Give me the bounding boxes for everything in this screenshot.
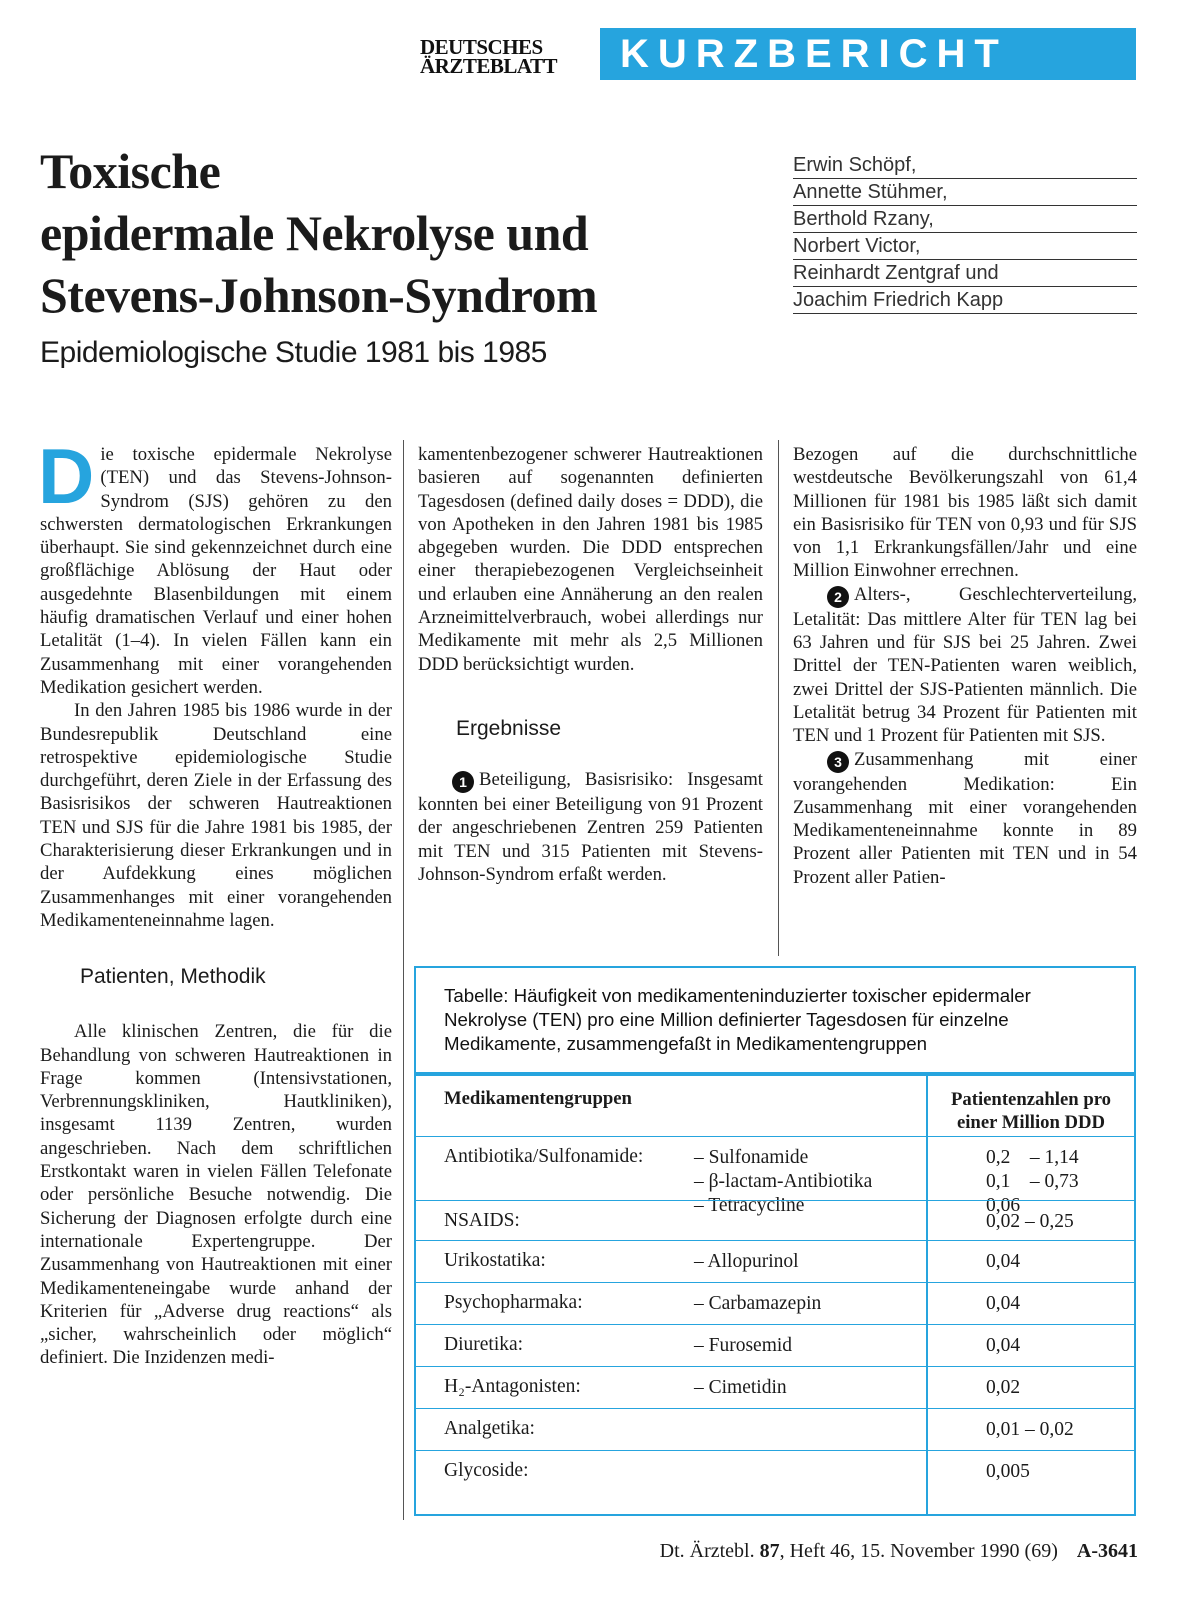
title-line: Toxische: [40, 143, 221, 199]
title-line: epidermale Nekrolyse und: [40, 205, 589, 261]
drug-name: – Carbamazepin: [694, 1293, 822, 1314]
drug-name: – Tetracycline: [694, 1195, 805, 1216]
paragraph: [38, 432, 392, 699]
table-cell-drugs: [694, 1250, 799, 1274]
table-cell-drugs: [694, 1376, 787, 1400]
incidence-value: 0,06: [986, 1195, 1021, 1216]
table-row: [416, 1324, 1134, 1367]
title-line: Stevens-Johnson-Syndrom: [40, 267, 598, 323]
article-title: [40, 140, 770, 326]
paragraph: [793, 748, 1137, 889]
footer-page-number: A-3641: [1076, 1540, 1138, 1562]
table-row: [416, 1450, 1134, 1491]
table-caption: Tabelle: Häufigkeit von medikamenteninduzierter toxischer epidermaler Nekrolyse (TEN) pro eine Million definierter Tagesdosen für einzelne Medikamente, zusammengefaßt in Medikamentengruppen: [444, 985, 1031, 1054]
drug-name: – β-lactam-Antibiotika: [694, 1171, 873, 1192]
table-cell-group: Psychopharmaka:: [444, 1292, 583, 1313]
author: Berthold Rzany,: [793, 206, 1137, 233]
logo-line-1: DEUTSCHES: [420, 35, 543, 59]
table-header-values: Patientenzahlen pro einer Million DDD: [950, 1089, 1112, 1133]
drug-name: – Allopurinol: [694, 1251, 799, 1272]
table-cell-drugs: [694, 1292, 821, 1316]
paragraph-text: ie toxische epidermale Nekrolyse (TEN) und das Stevens-Johnson-Syndrom (SJS) gehören zu den schwersten dermatologischen Erkrankungen überhaupt. Sie sind gekennzeichnet durch eine großflächige Ablösung der Haut oder ausgedehnte Blasenbildungen mit einem häufig dramatischen Verlauf und einer hohen Letalität (1–4). In vielen Fällen kann ein Zusammenhang mit einer vorangehenden Medikation gesichert werden.: [40, 444, 392, 698]
table-cell-values: [986, 1418, 1074, 1442]
incidence-value: 0,04: [986, 1293, 1021, 1314]
incidence-value: 0,04: [986, 1251, 1021, 1272]
paragraph: Alle klinischen Zentren, die für die Behandlung von schweren Hautreaktionen in Frage kommen (Intensivstationen, Verbrennungskliniken, Hautkliniken), insgesamt 1139 Zentren, wurden angeschrieben. Nach dem schriftlichen Erstkontakt waren in vielen Fällen Telefonate oder persönliche Besuche notwendig. Die Sicherung der Diagnosen erfolgte durch eine internationale Expertengruppe. Der Zusammenhang von Hautreaktionen mit einer Medikamenteneingabe wurde anhand der Kriterien für „Adverse drug reactions“ als „sicher, wahrscheinlich oder möglich“ definiert. Die Inzidenzen medi-: [40, 1021, 392, 1369]
drop-cap: D: [38, 432, 95, 520]
table-cell-values: [986, 1334, 1020, 1358]
paragraph-text: Alters-, Geschlechterverteilung, Letalität: Das mittlere Alter für TEN lag bei 63 Jahren und für SJS bei 25 Jahren. Zwei Drittel der TEN-Patienten waren weiblich, zwei Drittel der SJS-Patienten männlich. Die Letalität betrug 34 Prozent für Patienten mit TEN und 1 Prozent für Patienten mit SJS.: [793, 583, 1137, 747]
table-header-groups: Medikamentengruppen: [444, 1088, 632, 1109]
drug-name: – Furosemid: [694, 1335, 793, 1356]
paragraph: [793, 583, 1137, 748]
incidence-value: 0,2 – 1,14: [986, 1147, 1079, 1168]
drug-name: – Cimetidin: [694, 1377, 787, 1398]
author: Norbert Victor,: [793, 233, 1137, 260]
body-column-3: [793, 443, 1137, 889]
footer-journal: Dt. Ärztebl.: [659, 1540, 755, 1562]
table-cell-values: [986, 1210, 1074, 1234]
table-caption-divider: [416, 1072, 1134, 1076]
journal-logo: [420, 35, 590, 78]
table-cell-group: Glycoside:: [444, 1460, 529, 1481]
paragraph-text: Zusammenhang mit einer vorangehenden Medikation: Ein Zusammenhang mit einer vorangehenden Medikamenteneinnahme konnte in 89 Prozent aller Patienten mit TEN und in 54 Prozent aller Patien-: [793, 748, 1137, 888]
footer-volume: 87: [759, 1540, 780, 1562]
table-row: [416, 1240, 1134, 1283]
paragraph-text: Beteiligung, Basisrisiko: Insgesamt konnten bei einer Beteiligung von 91 Prozent der angeschriebenen Zentren 259 Patienten mit TEN und 315 Patienten mit Stevens-Johnson-Syndrom erfaßt werden.: [418, 768, 763, 885]
body-column-2: [418, 443, 763, 886]
table-row: [416, 1282, 1134, 1325]
footer-issue: , Heft 46, 15. November 1990 (69): [779, 1540, 1058, 1562]
table-cell-group: Analgetika:: [444, 1418, 535, 1439]
table-cell-group: H₂-Antagonisten:: [444, 1376, 581, 1397]
table-row: [416, 1366, 1134, 1409]
section-heading-results: Ergebnisse: [456, 716, 562, 740]
number-badge: 1: [452, 771, 474, 793]
table-cell-group: Diuretika:: [444, 1334, 524, 1355]
data-table: [414, 966, 1136, 1516]
paragraph: [418, 768, 763, 886]
incidence-value: 0,02 – 0,25: [986, 1211, 1074, 1232]
paragraph: In den Jahren 1985 bis 1986 wurde in der Bundesrepublik Deutschland eine retrospektive epidemiologische Studie durchgeführt, deren Ziele in der Erfassung des Basisrisikos der schweren Hautreaktionen TEN und SJS für die Jahre 1981 bis 1985, der Charakterisierung dieser Erkrankungen und in der Aufdekkung eines möglichen Zusammenhanges mit einer vorangehenden Medikamenteneinnahme lagen.: [40, 700, 392, 931]
table-cell-group: Urikostatika:: [444, 1250, 546, 1271]
table-cell-values: [986, 1250, 1020, 1274]
section-heading-methods: Patienten, Methodik: [80, 965, 266, 989]
section-label: KURZBERICHT: [620, 32, 1008, 76]
table-row: [416, 1200, 1134, 1241]
table-cell-group: Antibiotika/Sulfonamide:: [444, 1146, 644, 1167]
author: Erwin Schöpf,: [793, 152, 1137, 179]
author: Joachim Friedrich Kapp: [793, 287, 1137, 314]
body-column-1: [38, 432, 392, 1370]
column-rule: [403, 440, 404, 1520]
table-row: [416, 1408, 1134, 1451]
author: Annette Stühmer,: [793, 179, 1137, 206]
table-cell-group: NSAIDS:: [444, 1210, 520, 1231]
incidence-value: 0,02: [986, 1377, 1021, 1398]
column-rule: [778, 440, 779, 956]
logo-line-2: ÄRZTEBLATT: [420, 54, 557, 78]
table-cell-values: [986, 1460, 1030, 1484]
table-cell-values: [986, 1292, 1020, 1316]
article-subtitle: Epidemiologische Studie 1981 bis 1985: [40, 336, 547, 369]
incidence-value: 0,04: [986, 1335, 1021, 1356]
table-row: [416, 1136, 1134, 1216]
table-cell-drugs: [694, 1334, 792, 1358]
incidence-value: 0,1 – 0,73: [986, 1171, 1079, 1192]
author: Reinhardt Zentgraf und: [793, 260, 1137, 287]
incidence-value: 0,005: [986, 1461, 1030, 1482]
section-banner: [600, 28, 1136, 80]
incidence-value: 0,01 – 0,02: [986, 1419, 1074, 1440]
number-badge: 3: [827, 751, 849, 773]
number-badge: 2: [827, 586, 849, 608]
paragraph: Bezogen auf die durchschnittliche westdeutsche Bevölkerungszahl von 61,4 Millionen für 1981 bis 1985 läßt sich damit ein Basisrisiko für TEN von 0,93 und für SJS von 1,1 Erkrankungsfällen/Jahr und eine Million Einwohner errechnen.: [793, 444, 1137, 582]
table-cell-values: [986, 1376, 1020, 1400]
drug-name: – Sulfonamide: [694, 1147, 809, 1168]
page-footer: [660, 1540, 1138, 1563]
paragraph: kamentenbezogener schwerer Hautreaktionen basieren auf sogenannten definierten Tagesdosen (defined daily doses = DDD), die von Apotheken in den Jahren 1981 bis 1985 abgegeben wurden. Die DDD entsprechen einer therapiebezogenen Vergleichseinheit und erlauben eine Annäherung an den realen Arzneimittelverbrauch, wobei allerdings nur Medikamente mit mehr als 2,5 Millionen DDD berücksichtigt wurden.: [418, 444, 763, 675]
author-list: [793, 152, 1137, 314]
